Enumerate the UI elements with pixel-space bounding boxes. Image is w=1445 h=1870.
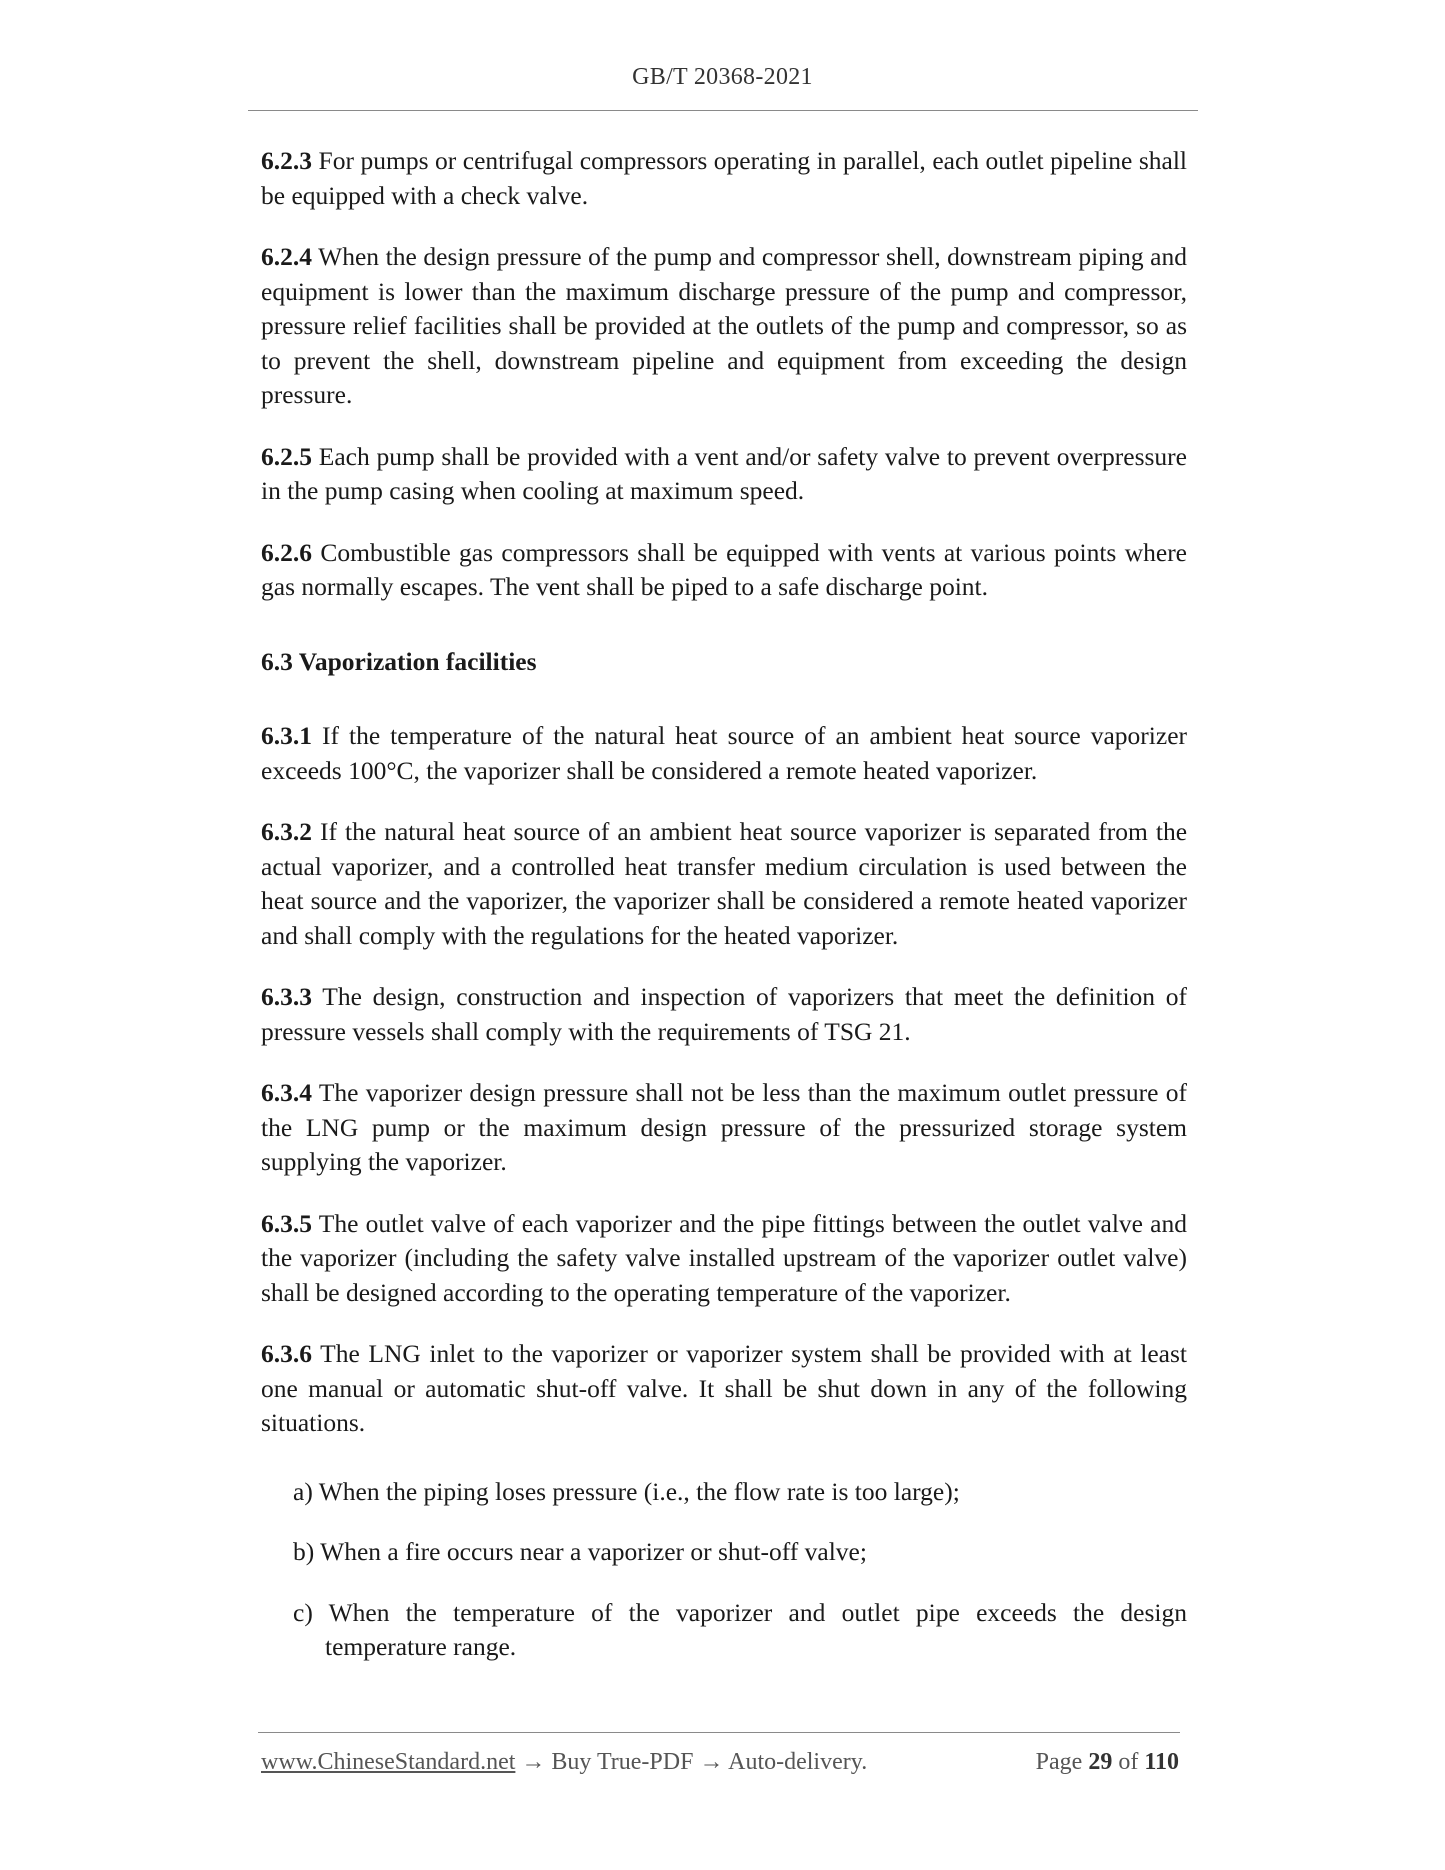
clause-paragraph xyxy=(261,1337,1187,1441)
clause-number: 6.3.2 xyxy=(261,817,312,846)
clause-number: 6.2.4 xyxy=(261,242,312,271)
total-pages: 110 xyxy=(1144,1749,1179,1775)
list-item: b) When a fire occurs near a vaporizer or shut-off valve; xyxy=(293,1537,867,1566)
clause-number: 6.3.3 xyxy=(261,982,312,1011)
list-item: c) When the temperature of the vaporizer and outlet pipe exceeds the design temperature range. xyxy=(293,1597,1187,1661)
clause-text: The design, construction and inspection of vaporizers that meet the definition of pressure vessels shall comply with the requirements of TSG 21. xyxy=(261,982,1187,1046)
clause-text: If the natural heat source of an ambient heat source vaporizer is separated from the actual vaporizer, and a controlled heat transfer medium circulation is used between the heat source and the vaporizer, the vaporizer shall be considered a remote heated vaporizer and shall comply with the regulations for the heated vaporizer. xyxy=(261,817,1188,950)
clause-text: Combustible gas compressors shall be equipped with vents at various points where gas normally escapes. The vent shall be piped to a safe discharge point. xyxy=(261,537,1188,601)
clause-number: 6.3.4 xyxy=(261,1078,312,1107)
clause-number: 6.3.1 xyxy=(261,721,312,750)
clause-paragraph xyxy=(261,1076,1187,1180)
clause-paragraph xyxy=(261,1207,1187,1311)
clause-paragraph xyxy=(261,719,1187,788)
clause-number: 6.3.6 xyxy=(261,1339,312,1368)
document-body xyxy=(261,144,1187,1691)
clause-text: If the temperature of the natural heat source of an ambient heat source vaporizer exceeds 100°C, the vaporizer shall be considered a remote heated vaporizer. xyxy=(261,721,1188,785)
footer-promo xyxy=(261,1749,867,1776)
footer-divider xyxy=(258,1732,1180,1733)
list-item: a) When the piping loses pressure (i.e., the flow rate is too large); xyxy=(293,1476,960,1506)
clause-text: The outlet valve of each vaporizer and the pipe fittings between the outlet valve and the vaporizer (including the safety valve installed upstream of the vaporizer outlet valve) shall be designed according to the operating temperature of the vaporizer. xyxy=(261,1208,1187,1307)
clause-number: 6.2.3 xyxy=(261,146,312,175)
footer-promo-text: → Buy True-PDF → Auto-delivery. xyxy=(521,1749,868,1775)
clause-text: The LNG inlet to the vaporizer or vaporizer system shall be provided with at least one manual or automatic shut-off valve. It shall be shut down in any of the following situations. xyxy=(261,1339,1187,1437)
clause-paragraph xyxy=(261,815,1187,953)
clause-paragraph xyxy=(261,440,1187,509)
clause-text: For pumps or centrifugal compressors operating in parallel, each outlet pipeline shall be equipped with a check valve. xyxy=(261,146,1187,210)
page-label: Page xyxy=(1035,1749,1083,1775)
clause-number: 6.3.5 xyxy=(261,1208,312,1238)
page-indicator xyxy=(1036,1749,1179,1776)
clause-text: When the design pressure of the pump and compressor shell, downstream piping and equipment is lower than the maximum discharge pressure of the pump and compressor, pressure relief facilities shall be provided at the outlets of the pump and compressor, so as to prevent the shell, downstream pipeline and equipment from exceeding the design pressure. xyxy=(261,242,1188,409)
page-number: 29 xyxy=(1088,1749,1113,1775)
header-divider xyxy=(248,110,1198,111)
clause-number: 6.2.5 xyxy=(261,441,312,471)
section-heading: 6.3 Vaporization facilities xyxy=(261,646,537,676)
clause-text: Each pump shall be provided with a vent and/or safety valve to prevent overpressure in the pump casing when cooling at maximum speed. xyxy=(261,441,1187,505)
document-header: GB/T 20368-2021 xyxy=(632,64,813,90)
clause-paragraph xyxy=(261,980,1187,1049)
clause-paragraph xyxy=(261,536,1187,605)
clause-paragraph xyxy=(261,144,1187,213)
website-link[interactable]: www.ChineseStandard.net xyxy=(261,1749,516,1775)
clause-text: The vaporizer design pressure shall not be less than the maximum outlet pressure of the LNG pump or the maximum design pressure of the pressurized storage system supplying the vaporizer. xyxy=(261,1078,1187,1176)
clause-number: 6.2.6 xyxy=(261,537,312,567)
of-label: of xyxy=(1118,1749,1139,1775)
clause-paragraph xyxy=(261,240,1187,413)
